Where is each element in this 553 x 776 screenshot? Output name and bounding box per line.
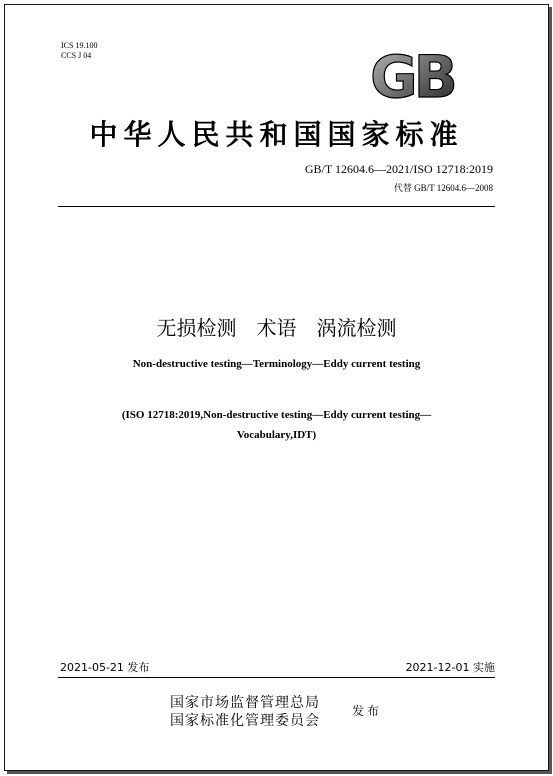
replaces-standard: 代替 GB/T 12604.6—2008	[393, 183, 493, 193]
standard-number: GB/T 12604.6—2021/ISO 12718:2019	[304, 162, 493, 176]
classification-codes	[61, 41, 97, 61]
issuing-authorities	[170, 694, 320, 730]
national-standard-title: 中华人民共和国国家标准	[89, 118, 464, 151]
footer-divider	[58, 677, 495, 678]
iso-reference-line1: (ISO 12718:2019,Non-destructive testing—Eddy current testing—	[121, 409, 432, 421]
ics-code: ICS 19.100	[61, 41, 98, 50]
ccs-code: CCS J 04	[61, 51, 92, 60]
document-title-en: Non-destructive testing—Terminology—Eddy current testing	[132, 358, 421, 370]
implementation-date: 2021-12-01 实施	[405, 661, 495, 674]
issue-date: 2021-05-21 发布	[60, 661, 150, 674]
issuer-line2: 国家标准化管理委员会	[170, 713, 320, 729]
gb-logo	[356, 45, 468, 105]
issuer-line1: 国家市场监督管理总局	[170, 695, 320, 711]
header-divider	[58, 206, 495, 207]
publish-label: 发布	[352, 704, 383, 718]
iso-reference	[0, 405, 553, 445]
svg-text:GB: GB	[370, 45, 454, 105]
document-title-cn: 无损检测 术语 涡流检测	[156, 316, 397, 340]
iso-reference-line2: Vocabulary,IDT)	[236, 429, 317, 441]
